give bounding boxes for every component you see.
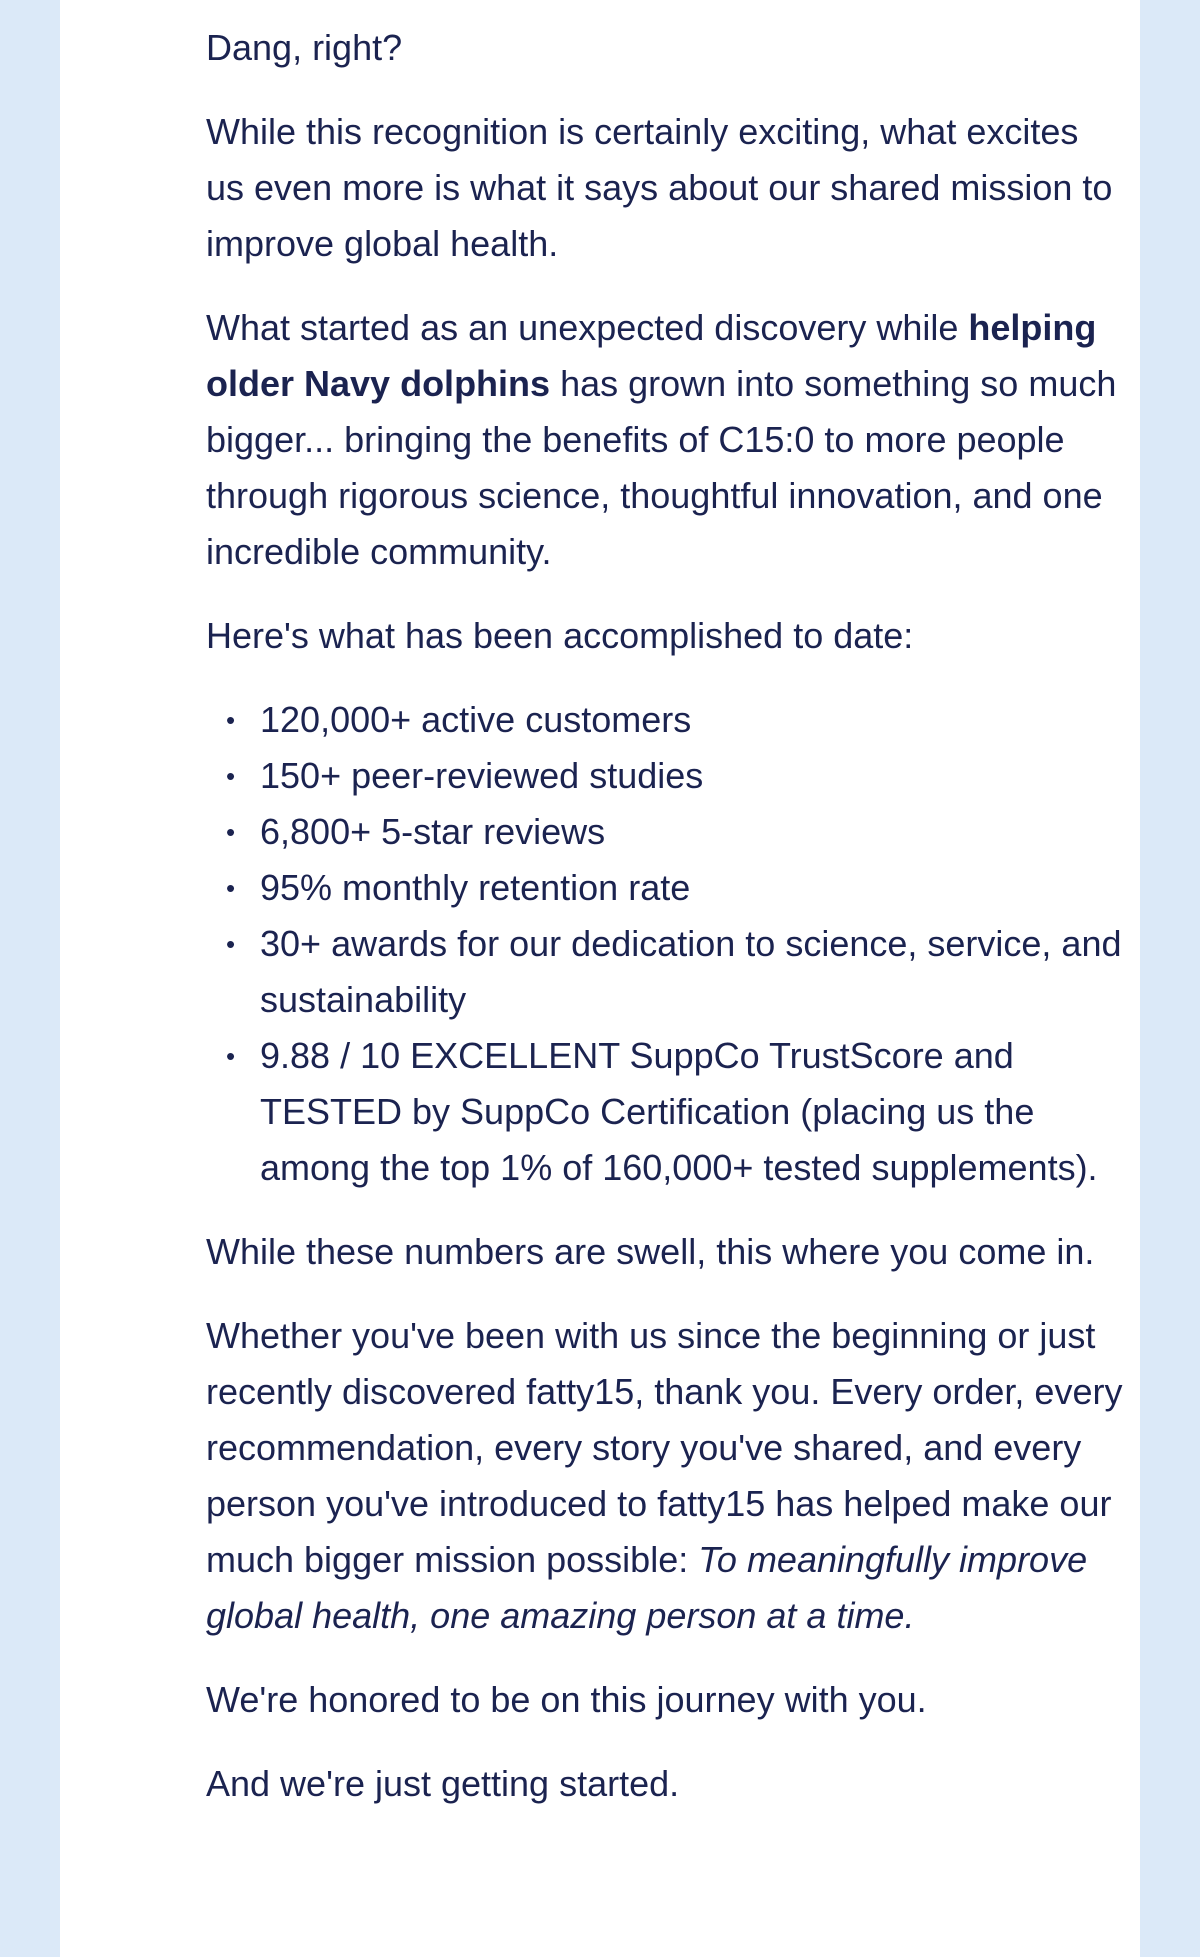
mission-paragraph: While this recognition is certainly exciting, what excites us even more is what it says about our shared mission to improve global health. bbox=[206, 111, 1113, 264]
numbers-paragraph: While these numbers are swell, this where you come in. bbox=[206, 1231, 1095, 1272]
origin-text-end: has grown into something so much bigger... bringing the benefits of C15:0 to more people through rigorous science, thoughtful innovation, and one incredible community. bbox=[206, 363, 1117, 572]
mission-statement: To meaningfully improve global health, one amazing person at a time. bbox=[206, 1539, 1088, 1636]
accomplishments-intro: Here's what has been accomplished to date: bbox=[206, 615, 914, 656]
list-item: • 6,800+ 5-star reviews bbox=[260, 804, 1126, 860]
thank-you-text: Whether you've been with us since the beginning or just recently discovered fatty15, thank you. Every order, every recommendation, every story you've shared, and every person you've introduced to fatty15 has helped make our much bigger mission possible: bbox=[206, 1315, 1123, 1580]
list-item: • 95% monthly retention rate bbox=[260, 860, 1126, 916]
intro-line: Dang, right? bbox=[206, 27, 403, 68]
origin-paragraph bbox=[206, 300, 1126, 580]
email-body-card bbox=[60, 0, 1140, 1957]
list-item: • 30+ awards for our dedication to science, service, and sustainability bbox=[260, 916, 1126, 1028]
list-item: • 9.88 / 10 EXCELLENT SuppCo TrustScore and TESTED by SuppCo Certification (placing us the among the top 1% of 160,000+ tested supplements). bbox=[260, 1028, 1126, 1196]
list-item: • 150+ peer-reviewed studies bbox=[260, 748, 1126, 804]
accomplishments-list bbox=[206, 692, 1126, 1196]
email-content bbox=[206, 20, 1126, 1840]
honored-line: We're honored to be on this journey with you. bbox=[206, 1679, 927, 1720]
list-item: • 120,000+ active customers bbox=[260, 692, 1126, 748]
closing-line: And we're just getting started. bbox=[206, 1763, 680, 1804]
origin-text-start: What started as an unexpected discovery while bbox=[206, 307, 969, 348]
navy-dolphins-highlight: helping older Navy dolphins bbox=[206, 307, 1097, 404]
thank-you-paragraph bbox=[206, 1308, 1126, 1644]
